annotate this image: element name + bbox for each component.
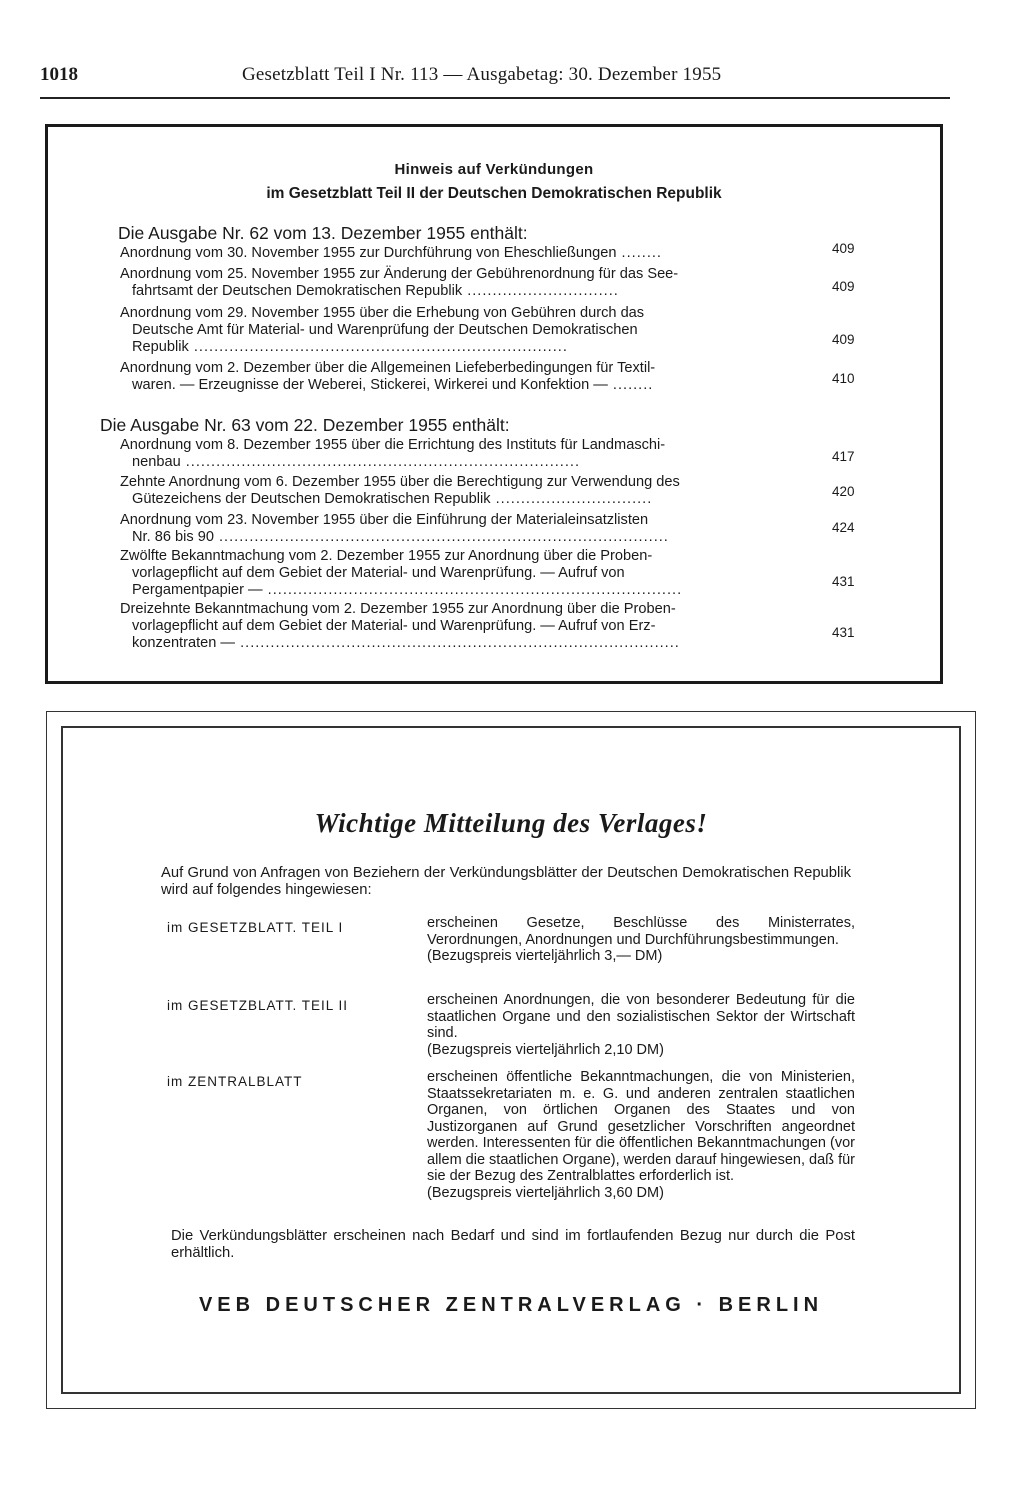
- entry-line: konzentraten —: [132, 635, 236, 651]
- entry-line: waren. — Erzeugnisse der Weberei, Stickerei, Wirkerei und Konfektion —: [132, 377, 608, 393]
- notice-title: Hinweis auf Verkündungen: [394, 161, 594, 178]
- issue-heading: Die Ausgabe Nr. 63 vom 22. Dezember 1955 enthält:: [100, 415, 510, 435]
- entry-line: vorlagepflicht auf dem Gebiet der Material- und Warenprüfung. — Aufruf von Erz-: [132, 618, 656, 634]
- page-reference: 409: [832, 279, 855, 294]
- leader-dots: ..............................: [462, 283, 619, 299]
- description-text: erscheinen öffentliche Bekanntmachungen, die von Ministerien, Staatssekretariaten m. e. G. und anderen zentralen staatlichen Organen, von örtlichen Organen des Staates und von Justizorganen auf Grund gesetzlicher Vorschriften angeordnet werden. Interessenten für die öffentlichen Bekanntmachungen (vor allem die staatlichen Organe), werden darauf hingewiesen, daß für sie der Bezug des Zentralblattes erforderlich ist.: [427, 1069, 855, 1184]
- running-title: Gesetzblatt Teil I Nr. 113 — Ausgabetag: 30. Dezember 1955: [242, 64, 722, 85]
- list-item: [120, 360, 814, 394]
- entry-line: Republik: [132, 339, 189, 355]
- leader-dots: ..........................................................................: [188, 339, 568, 355]
- page-reference: 431: [832, 625, 855, 640]
- leader-dots: ..................................................................................: [262, 582, 683, 598]
- announcement-title: Wichtige Mitteilung des Verlages!: [314, 808, 708, 838]
- publication-label: im GESETZBLATT. TEIL II: [167, 998, 349, 1013]
- entry-line: Anordnung vom 29. November 1955 über die Erhebung von Gebühren durch das: [120, 305, 645, 321]
- subscription-price: (Bezugspreis vierteljährlich 3,— DM): [427, 948, 663, 964]
- entry-line: fahrtsamt der Deutschen Demokratischen Republik: [132, 283, 463, 299]
- page-reference: 420: [832, 484, 855, 499]
- entry-line: Zwölfte Bekanntmachung vom 2. Dezember 1955 zur Anordnung über die Proben-: [120, 548, 653, 564]
- list-item: [120, 548, 814, 599]
- leader-dots: .......................................................................................: [235, 635, 680, 651]
- publisher-name: VEB DEUTSCHER ZENTRALVERLAG · BERLIN: [198, 1294, 824, 1316]
- publication-description: [427, 1069, 855, 1201]
- entry-line: Anordnung vom 8. Dezember 1955 über die Errichtung des Instituts für Landmaschi-: [120, 437, 666, 453]
- publication-description: [427, 992, 855, 1058]
- closing-note: Die Verkündungsblätter erscheinen nach Bedarf und sind im fortlaufenden Bezug nur durch die Post erhältlich.: [171, 1228, 855, 1261]
- announcement-intro: Auf Grund von Anfragen von Beziehern der Verkündungsblätter der Deutschen Demokratischen Republik wird auf folgendes hingewiesen:: [161, 865, 851, 898]
- description-text: erscheinen Gesetze, Beschlüsse des Ministerrates, Verordnungen, Anordnungen und Durchführungsbestimmungen.: [427, 915, 855, 948]
- description-text: erscheinen Anordnungen, die von besonderer Bedeutung für die staatlichen Organe und den sozialistischen Sektor der Wirtschaft sind.: [427, 992, 855, 1041]
- entry-line: Anordnung vom 2. Dezember über die Allgemeinen Liefeberbedingungen für Textil-: [120, 360, 656, 376]
- entry-line: vorlagepflicht auf dem Gebiet der Material- und Warenprüfung. — Aufruf von: [132, 565, 625, 581]
- notice-subtitle: im Gesetzblatt Teil II der Deutschen Demokratischen Republik: [266, 185, 722, 202]
- leader-dots: ........: [616, 245, 662, 261]
- inner-frame: [61, 726, 961, 1394]
- list-item: [120, 266, 814, 300]
- publication-label: im GESETZBLATT. TEIL I: [167, 920, 344, 935]
- list-item: [120, 305, 814, 356]
- header-rule: [40, 97, 950, 99]
- entry-line: Anordnung vom 25. November 1955 zur Änderung der Gebührenordnung für das See-: [120, 266, 679, 282]
- page-reference: 417: [832, 449, 855, 464]
- publisher-announcement-box: [46, 711, 976, 1409]
- entry-line: Zehnte Anordnung vom 6. Dezember 1955 über die Berechtigung zur Verwendung des: [120, 474, 680, 490]
- list-item: [120, 512, 814, 546]
- publication-description: [427, 915, 855, 965]
- promulgation-notice-box: [45, 124, 943, 684]
- entry-line: Anordnung vom 30. November 1955 zur Durchführung von Eheschließungen: [120, 245, 617, 261]
- issue-heading: Die Ausgabe Nr. 62 vom 13. Dezember 1955 enthält:: [118, 223, 528, 243]
- entry-line: Gütezeichens der Deutschen Demokratischen Republik: [132, 491, 491, 507]
- leader-dots: ...............................: [490, 491, 653, 507]
- entry-line: Nr. 86 bis 90: [132, 529, 214, 545]
- page-reference: 409: [832, 241, 855, 256]
- entry-line: Anordnung vom 23. November 1955 über die Einführung der Materialeinsatzlisten: [120, 512, 649, 528]
- list-item: [120, 437, 814, 471]
- leader-dots: .........................................................................................: [213, 529, 669, 545]
- page-reference: 410: [832, 371, 855, 386]
- entry-line: Dreizehnte Bekanntmachung vom 2. Dezember 1955 zur Anordnung über die Proben-: [120, 601, 676, 617]
- publication-label: im ZENTRALBLATT: [167, 1074, 303, 1089]
- page-reference: 431: [832, 574, 855, 589]
- leader-dots: ........: [607, 377, 654, 393]
- entry-line: nenbau: [132, 454, 181, 470]
- leader-dots: ..............................................................................: [180, 454, 581, 470]
- entry-line: Deutsche Amt für Material- und Warenprüfung der Deutschen Demokratischen: [132, 322, 638, 338]
- page-reference: 424: [832, 520, 855, 535]
- page-number: 1018: [40, 64, 78, 85]
- page-reference: 409: [832, 332, 855, 347]
- list-item: [120, 474, 814, 508]
- subscription-price: (Bezugspreis vierteljährlich 2,10 DM): [427, 1041, 664, 1058]
- subscription-price: (Bezugspreis vierteljährlich 3,60 DM): [427, 1184, 664, 1201]
- list-item: [120, 601, 814, 652]
- list-item: [120, 245, 814, 262]
- entry-line: Pergamentpapier —: [132, 582, 263, 598]
- page-header: [40, 64, 950, 98]
